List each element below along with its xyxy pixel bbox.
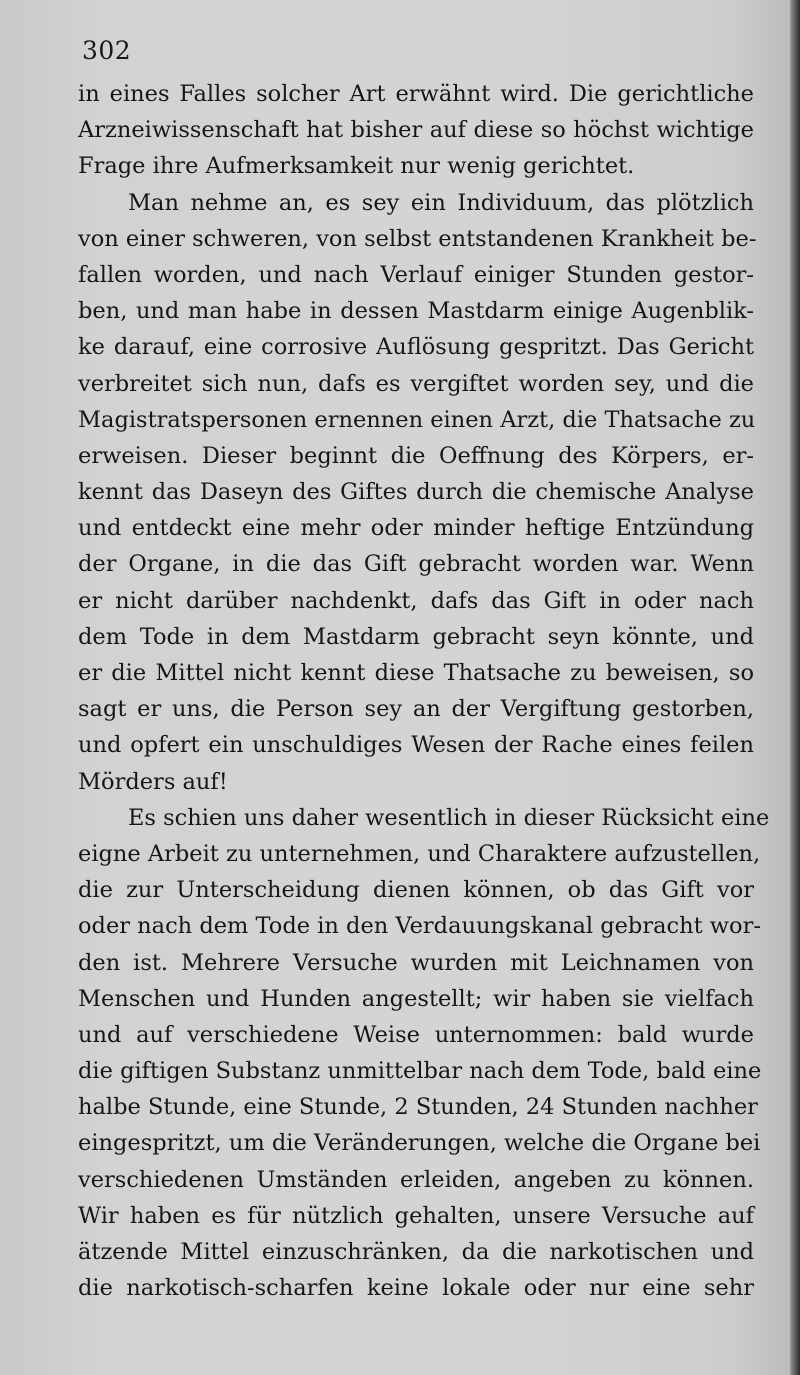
text-line: sagt er uns, die Person sey an der Vergiftung gestorben, — [78, 696, 754, 723]
text-line: eingespritzt, um die Veränderungen, welche die Organe bei — [78, 1130, 761, 1157]
text-line: kennt das Daseyn des Giftes durch die chemische Analyse — [78, 479, 754, 506]
text-line: in eines Falles solcher Art erwähnt wird. Die gerichtliche — [78, 81, 754, 107]
text-line: und entdeckt eine mehr oder minder heftige Entzündung — [78, 515, 754, 542]
page-number: 302 — [82, 36, 132, 65]
text-line: halbe Stunde, eine Stunde, 2 Stunden, 24 Stunden nachher — [78, 1094, 758, 1121]
text-line: verbreitet sich nun, dafs es vergiftet worden sey, und die — [78, 370, 754, 397]
text-line: ätzende Mittel einzuschränken, da die narkotischen und — [78, 1239, 754, 1265]
text-line: er die Mittel nicht kennt diese Thatsache zu beweisen, so — [78, 660, 754, 686]
text-line: Mörders auf! — [78, 768, 228, 795]
text-line: er nicht darüber nachdenkt, dafs das Gift in oder nach — [78, 587, 754, 614]
text-line: verschiedenen Umständen erleiden, angeben zu können. — [78, 1166, 754, 1193]
text-line: Man nehme an, es sey ein Individuum, das plötzlich — [128, 189, 754, 216]
text-line: und opfert ein unschuldiges Wesen der Rache eines feilen — [78, 732, 754, 759]
text-line: Frage ihre Aufmerksamkeit nur wenig gerichtet. — [78, 153, 635, 180]
text-line: fallen worden, und nach Verlauf einiger Stunden gestor- — [78, 261, 754, 288]
text-line: Magistratspersonen ernennen einen Arzt, die Thatsache zu — [78, 406, 756, 433]
text-line: und auf verschiedene Weise unternommen: bald wurde — [78, 1021, 754, 1048]
text-line: eigne Arbeit zu unternehmen, und Charaktere aufzustellen, — [78, 840, 761, 867]
text-line: ke darauf, eine corrosive Auflösung gespritzt. Das Gericht — [78, 334, 754, 361]
body-text — [78, 76, 770, 1306]
text-line: den ist. Mehrere Versuche wurden mit Leichnamen von — [78, 949, 754, 976]
text-line: dem Tode in dem Mastdarm gebracht seyn könnte, und — [78, 623, 754, 650]
text-line: die narkotisch-scharfen keine lokale oder nur eine sehr — [78, 1275, 754, 1302]
text-line: die zur Unterscheidung dienen können, ob das Gift vor — [78, 877, 754, 904]
text-line: Menschen und Hunden angestellt; wir haben sie vielfach — [78, 985, 754, 1012]
text-line: der Organe, in die das Gift gebracht worden war. Wenn — [78, 551, 754, 578]
text-line: Es schien uns daher wesentlich in dieser Rücksicht eine — [128, 804, 770, 831]
text-line: die giftigen Substanz unmittelbar nach dem Tode, bald eine — [78, 1058, 762, 1085]
text-line: Wir haben es für nützlich gehalten, unsere Versuche auf — [78, 1202, 754, 1229]
text-line: erweisen. Dieser beginnt die Oeffnung des Körpers, er- — [78, 442, 754, 469]
text-line: von einer schweren, von selbst entstandenen Krankheit be- — [78, 225, 757, 252]
page-edge-shadow — [790, 0, 800, 1375]
text-line: oder nach dem Tode in den Verdauungskanal gebracht wor- — [78, 913, 761, 940]
text-line: ben, und man habe in dessen Mastdarm einige Augenblik- — [78, 298, 754, 325]
text-line: Arzneiwissenschaft hat bisher auf diese so höchst wichtige — [78, 117, 754, 144]
